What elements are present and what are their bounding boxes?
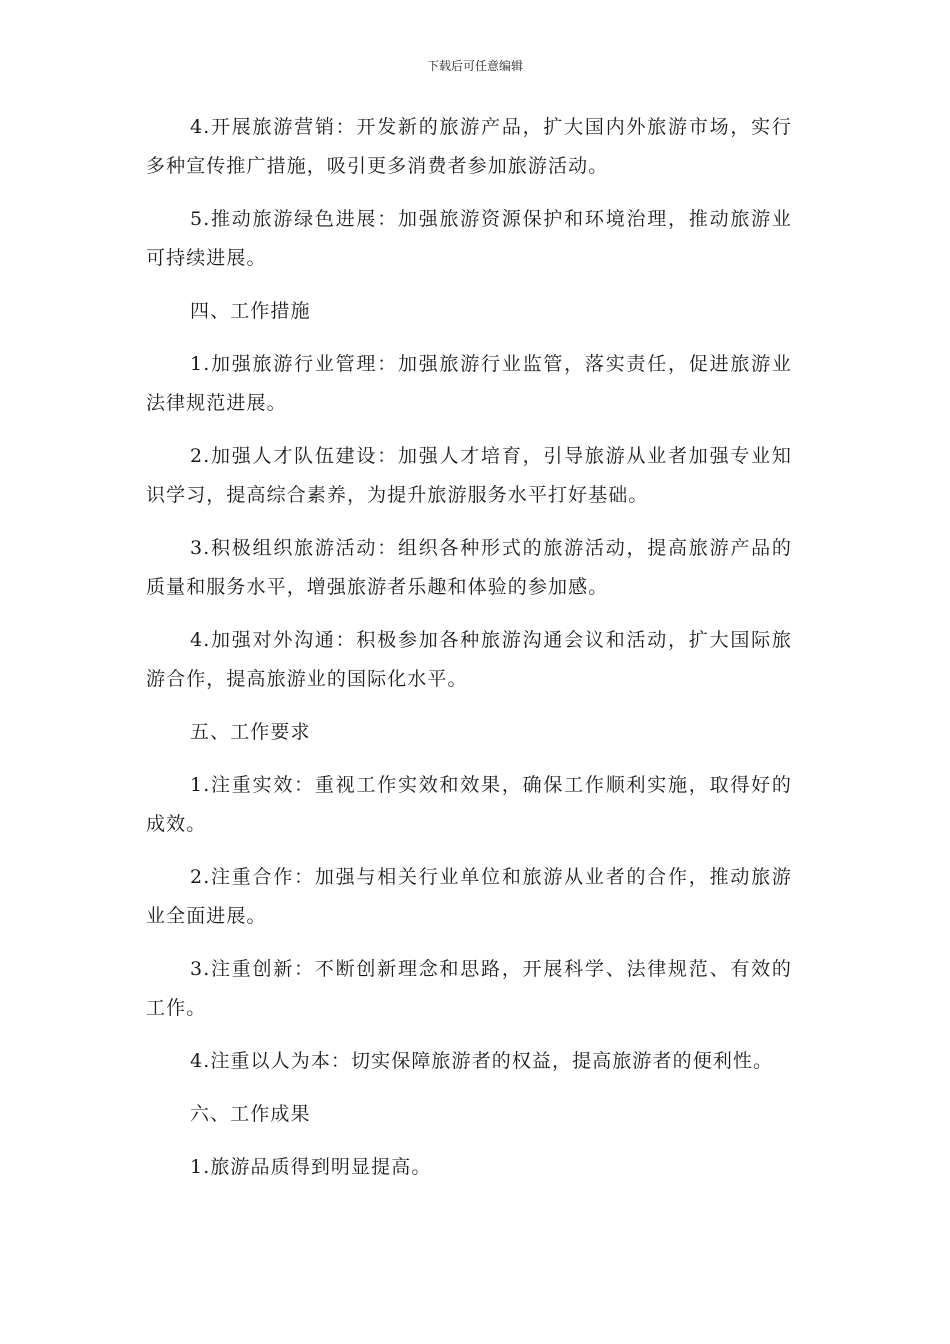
paragraph: 4.加强对外沟通：积极参加各种旅游沟通会议和活动，扩大国际旅游合作，提高旅游业的国际化水平。 [146,629,792,690]
paragraph: 1.旅游品质得到明显提高。 [190,1156,432,1178]
paragraph: 2.注重合作：加强与相关行业单位和旅游从业者的合作，推动旅游业全面进展。 [146,866,792,927]
paragraph: 4.开展旅游营销：开发新的旅游产品，扩大国内外旅游市场，实行多种宣传推广措施，吸引更多消费者参加旅游活动。 [146,116,792,177]
paragraph: 1.注重实效：重视工作实效和效果，确保工作顺利实施，取得好的成效。 [146,774,792,835]
section-heading: 四、工作措施 [190,300,311,322]
document-body [146,108,792,1201]
paragraph: 5.推动旅游绿色进展：加强旅游资源保护和环境治理，推动旅游业可持续进展。 [146,208,792,269]
header-note: 下载后可任意编辑 [426,59,523,73]
paragraph: 2.加强人才队伍建设：加强人才培育，引导旅游从业者加强专业知识学习，提高综合素养，为提升旅游服务水平打好基础。 [146,445,792,506]
section-heading: 六、工作成果 [190,1103,311,1125]
paragraph: 3.注重创新：不断创新理念和思路，开展科学、法律规范、有效的工作。 [146,958,792,1019]
paragraph: 3.积极组织旅游活动：组织各种形式的旅游活动，提高旅游产品的质量和服务水平，增强旅游者乐趣和体验的参加感。 [146,537,792,598]
paragraph: 4.注重以人为本：切实保障旅游者的权益，提高旅游者的便利性。 [190,1050,774,1072]
paragraph: 1.加强旅游行业管理：加强旅游行业监管，落实责任，促进旅游业法律规范进展。 [146,353,792,414]
section-heading: 五、工作要求 [190,721,311,743]
